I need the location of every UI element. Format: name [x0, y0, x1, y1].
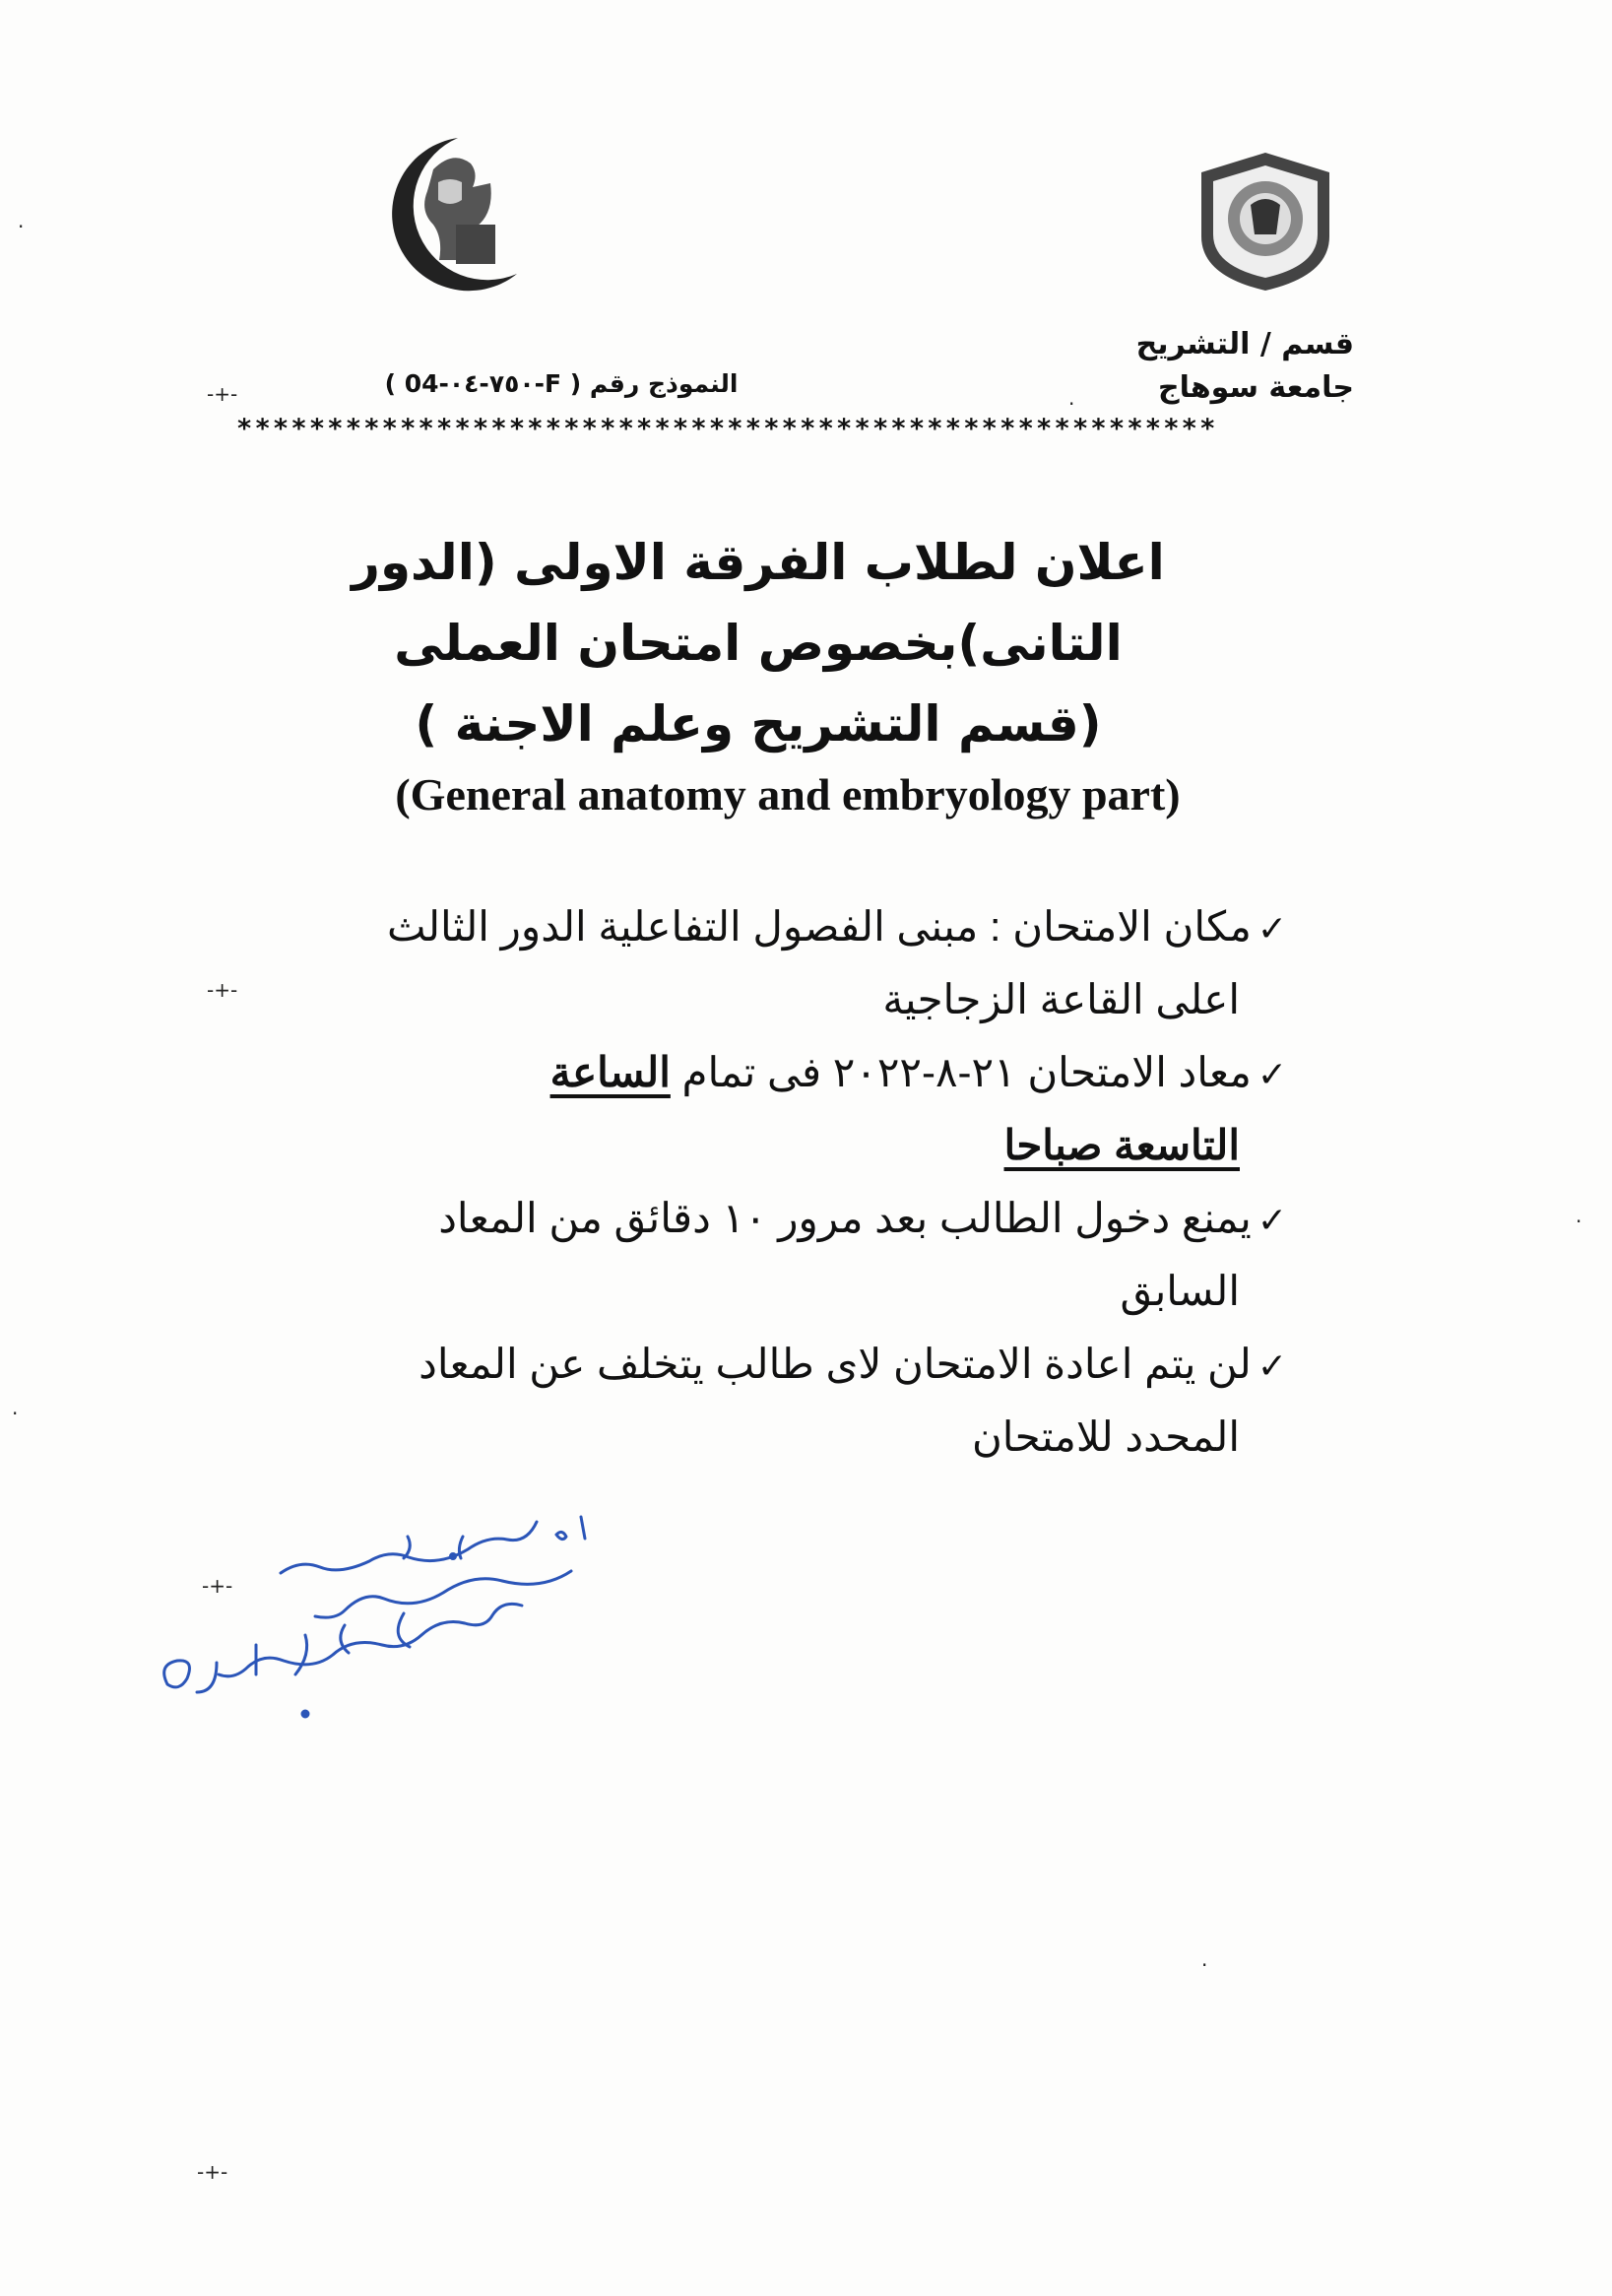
item-line: لن يتم اعادة الامتحان لاى طالب يتخلف عن المعاد	[419, 1341, 1252, 1387]
scan-speck: -+-	[207, 978, 238, 1002]
university-label: جامعة سوهاج	[1157, 370, 1354, 405]
item-line: اعلى القاعة الزجاجية	[882, 976, 1240, 1022]
list-item	[253, 1037, 1287, 1181]
handwritten-signature	[108, 1497, 620, 1757]
checkmark-icon: ✓	[1257, 1345, 1287, 1386]
announcement-list	[253, 891, 1287, 1475]
item-line: السابق	[1120, 1268, 1240, 1314]
sohag-university-seal	[1192, 148, 1339, 299]
scan-speck: ·	[18, 215, 25, 238]
checkmark-icon: ✓	[1257, 1200, 1287, 1240]
item-line: المحدد للامتحان	[971, 1413, 1240, 1460]
scan-speck: -+-	[207, 382, 238, 406]
title-line-2: التانى)بخصوص امتحان العملى	[394, 615, 1123, 672]
faculty-of-medicine-logo	[340, 128, 551, 299]
checkmark-icon: ✓	[1257, 1054, 1287, 1094]
scan-speck: ·	[1201, 1953, 1208, 1977]
form-number: النموذج رقم ( F-٧٥٠-٠٤-04 )	[384, 369, 739, 398]
scan-speck: ·	[1576, 1210, 1582, 1233]
list-item	[253, 1329, 1287, 1473]
title-line-1: اعلان لطلاب الفرقة الاولى (الدور	[352, 534, 1165, 591]
list-item	[253, 1183, 1287, 1327]
department-label: قسم / التشريح	[1135, 327, 1354, 361]
english-subtitle: (General anatomy and embryology part)	[395, 769, 1181, 820]
scan-speck: -+-	[197, 2160, 228, 2184]
header-department-block	[1039, 323, 1354, 410]
item-emphasis: الساعة	[549, 1049, 671, 1095]
list-item	[253, 891, 1287, 1035]
item-line: يمنع دخول الطالب بعد مرور ١٠ دقائق من المعاد	[438, 1195, 1252, 1241]
announcement-title	[315, 522, 1201, 764]
item-emphasis: التاسعة صباحا	[1003, 1122, 1240, 1168]
checkmark-icon: ✓	[1257, 908, 1287, 949]
item-line: مكان الامتحان : مبنى الفصول التفاعلية الدور الثالث	[387, 903, 1252, 950]
scan-speck: -+-	[202, 1574, 233, 1598]
item-text: معاد الامتحان ٢١-٨-٢٠٢٢ فى تمام	[670, 1049, 1252, 1095]
separator-stars: ******************************************************	[236, 414, 1218, 444]
scan-speck: ·	[1068, 392, 1075, 416]
title-line-3: (قسم التشريح وعلم الاجنة )	[415, 695, 1102, 753]
scan-speck: ·	[12, 1402, 19, 1425]
